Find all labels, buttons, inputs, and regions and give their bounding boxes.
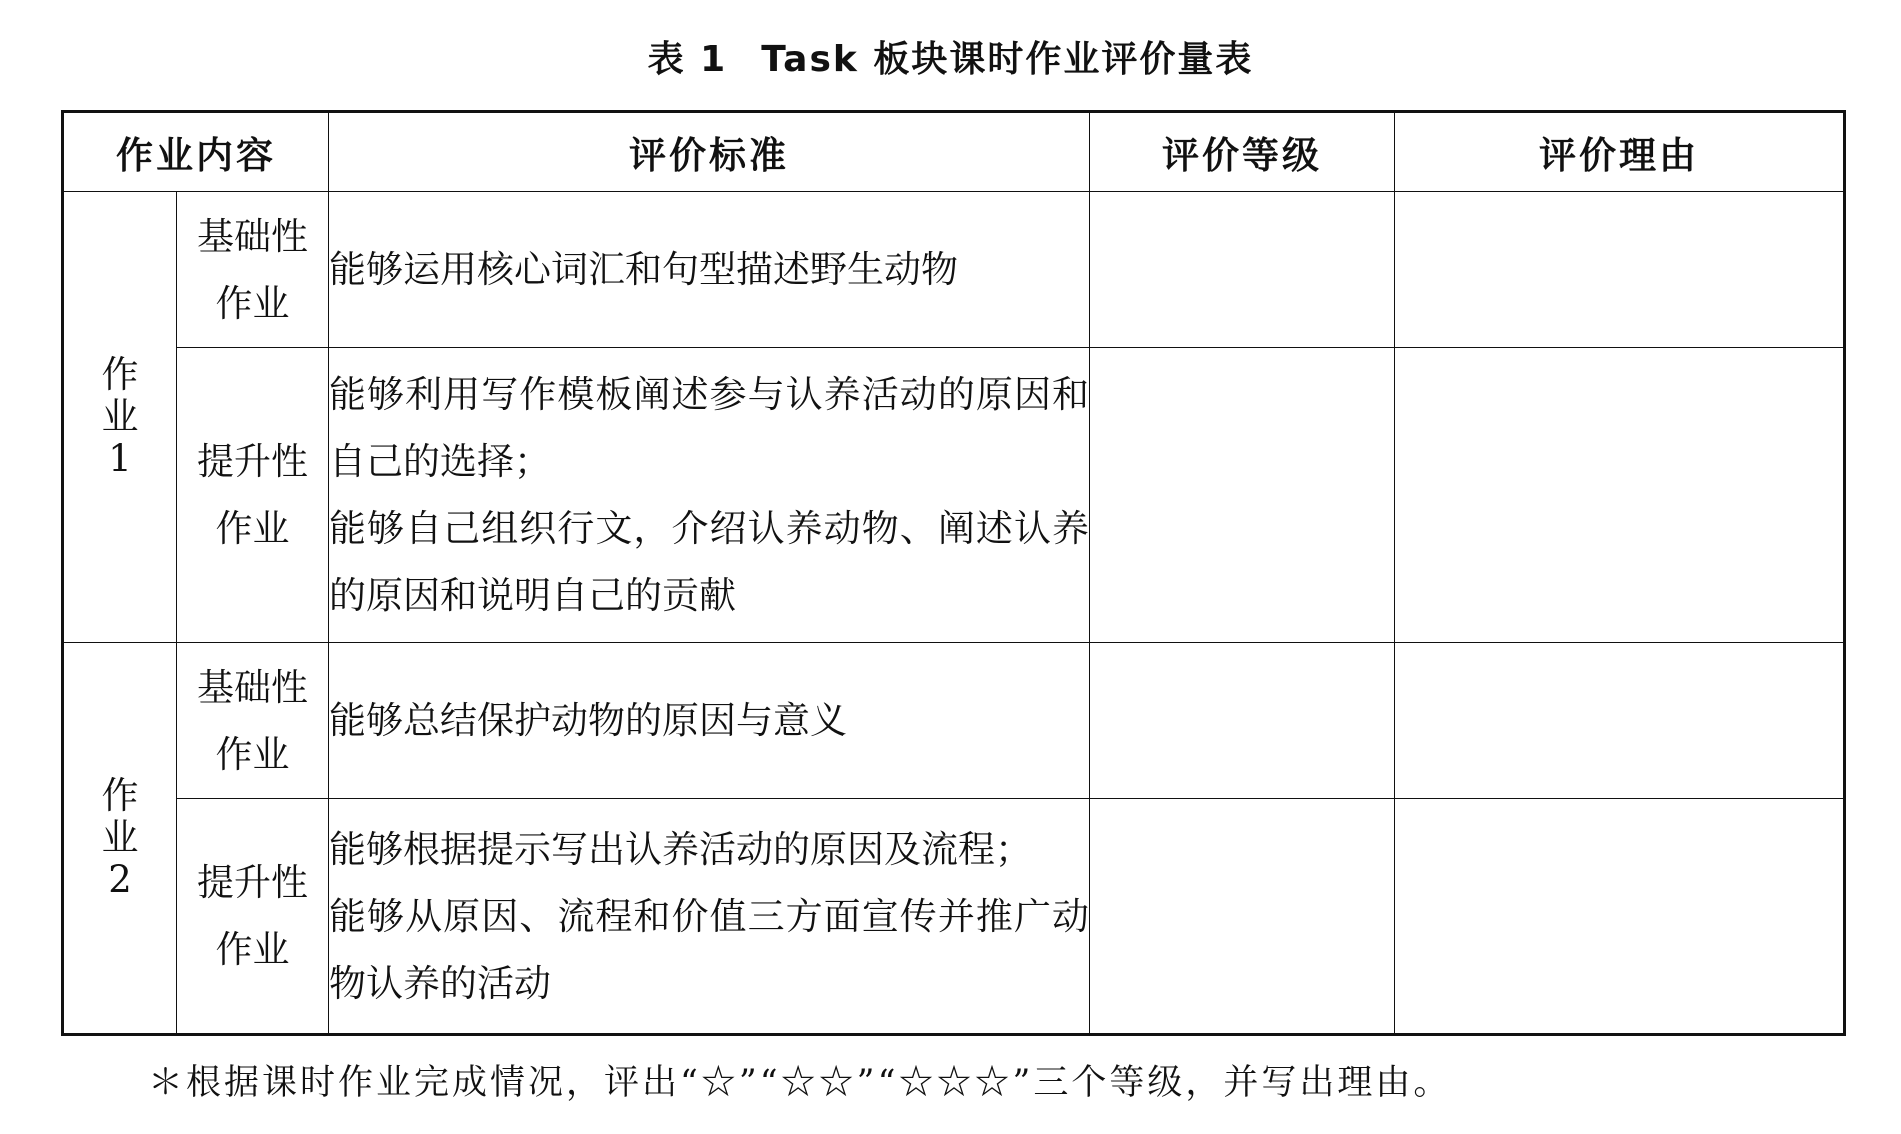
reason-cell[interactable] [1395, 348, 1845, 643]
criteria-cell: 能够运用核心词汇和句型描述野生动物 [329, 192, 1090, 348]
criteria-cell: 能够总结保护动物的原因与意义 [329, 643, 1090, 799]
reason-cell[interactable] [1395, 643, 1845, 799]
evaluation-rubric-table [61, 110, 1846, 1036]
table-title-text: Task 板块课时作业评价量表 [761, 39, 1254, 80]
header-grade: 评价等级 [1090, 112, 1395, 192]
table-title [0, 34, 1901, 86]
grade-cell[interactable] [1090, 799, 1395, 1035]
criteria-cell: 能够利用写作模板阐述参与认养活动的原因和自己的选择； 能够自己组织行文，介绍认养动物、阐述认养的原因和说明自己的贡献 [329, 348, 1090, 643]
grade-cell[interactable] [1090, 643, 1395, 799]
homework-type: 基础性 作业 [177, 192, 329, 348]
table-row [63, 192, 1845, 348]
reason-cell[interactable] [1395, 192, 1845, 348]
header-content: 作业内容 [63, 112, 329, 192]
table-row [63, 348, 1845, 643]
header-criteria: 评价标准 [329, 112, 1090, 192]
reason-cell[interactable] [1395, 799, 1845, 1035]
header-reason: 评价理由 [1395, 112, 1845, 192]
table-row [63, 643, 1845, 799]
header-row [63, 112, 1845, 192]
table-number: 表 1 [647, 39, 728, 80]
criteria-cell: 能够根据提示写出认养活动的原因及流程； 能够从原因、流程和价值三方面宣传并推广动物认养的活动 [329, 799, 1090, 1035]
group-label-2: 作 业 2 [63, 643, 177, 1035]
group-label-1: 作 业 1 [63, 192, 177, 643]
homework-type: 基础性 作业 [177, 643, 329, 799]
homework-type: 提升性 作业 [177, 799, 329, 1035]
table-row [63, 799, 1845, 1035]
homework-type: 提升性 作业 [177, 348, 329, 643]
grade-cell[interactable] [1090, 192, 1395, 348]
footnote: ＊根据课时作业完成情况，评出“☆”“☆☆”“☆☆☆”三个等级，并写出理由。 [148, 1063, 1452, 1103]
grade-cell[interactable] [1090, 348, 1395, 643]
